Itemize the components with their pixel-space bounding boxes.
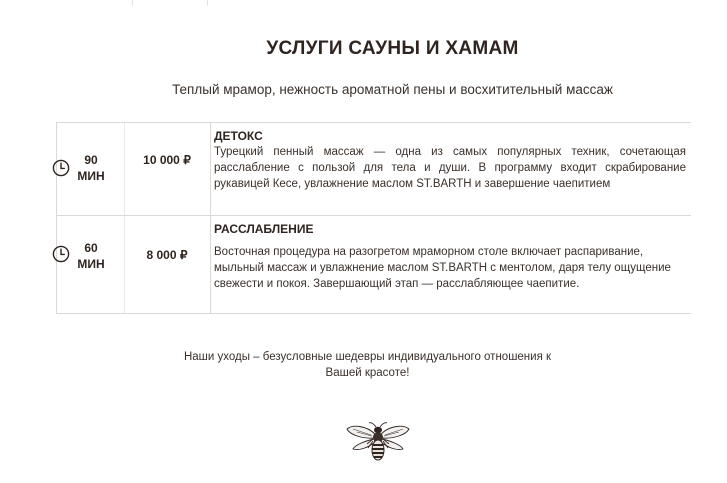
duration-value: 90 (84, 153, 98, 167)
duration (73, 152, 109, 184)
footer-line-2: Вашей красоте! (325, 367, 410, 379)
service-row-relax (56, 216, 691, 314)
duration-cell (57, 216, 125, 313)
page-title: УСЛУГИ САУНЫ И ХАМАМ (266, 38, 519, 59)
duration-unit: МИН (77, 257, 105, 271)
description-cell (214, 216, 691, 313)
service-name: РАССЛАБЛЕНИЕ (214, 222, 314, 236)
service-description: Турецкий пенный массаж — одна из самых популярных техник, сочетающая расслабление с пользой для тела и души. В программу входит скрабирование рукавицей Кесе, увлажнение маслом ST.BARTH и завершение чаепитием (214, 146, 686, 191)
services-table (56, 122, 691, 314)
price-cell (124, 123, 211, 215)
page-subtitle: Теплый мрамор, нежность ароматной пены и восхитительный массаж (172, 82, 613, 97)
price: 8 000 ₽ (146, 248, 188, 262)
duration-unit: МИН (77, 169, 105, 183)
description-cell (214, 123, 691, 215)
clock-icon (52, 159, 70, 177)
service-description: Восточная процедура на разогретом мраморном столе включает распаривание, мыльный массаж и увлажнение маслом ST.BARTH с ментолом, даря телу ощущение свежести и покоя. Завершающий этап — расслабляющее чаепитие. (214, 246, 671, 291)
footer-line-1: Наши уходы – безусловные шедевры индивидуального отношения к (183, 351, 552, 363)
top-divider (132, 0, 208, 6)
footer-text (140, 349, 595, 381)
duration (73, 240, 109, 272)
price: 10 000 ₽ (143, 153, 191, 167)
bee-logo-icon (345, 420, 411, 464)
service-row-detox (56, 123, 691, 216)
duration-value: 60 (84, 241, 98, 255)
service-name: ДЕТОКС (214, 129, 263, 143)
clock-icon (52, 245, 70, 263)
duration-cell (57, 123, 125, 215)
price-cell (124, 216, 211, 313)
